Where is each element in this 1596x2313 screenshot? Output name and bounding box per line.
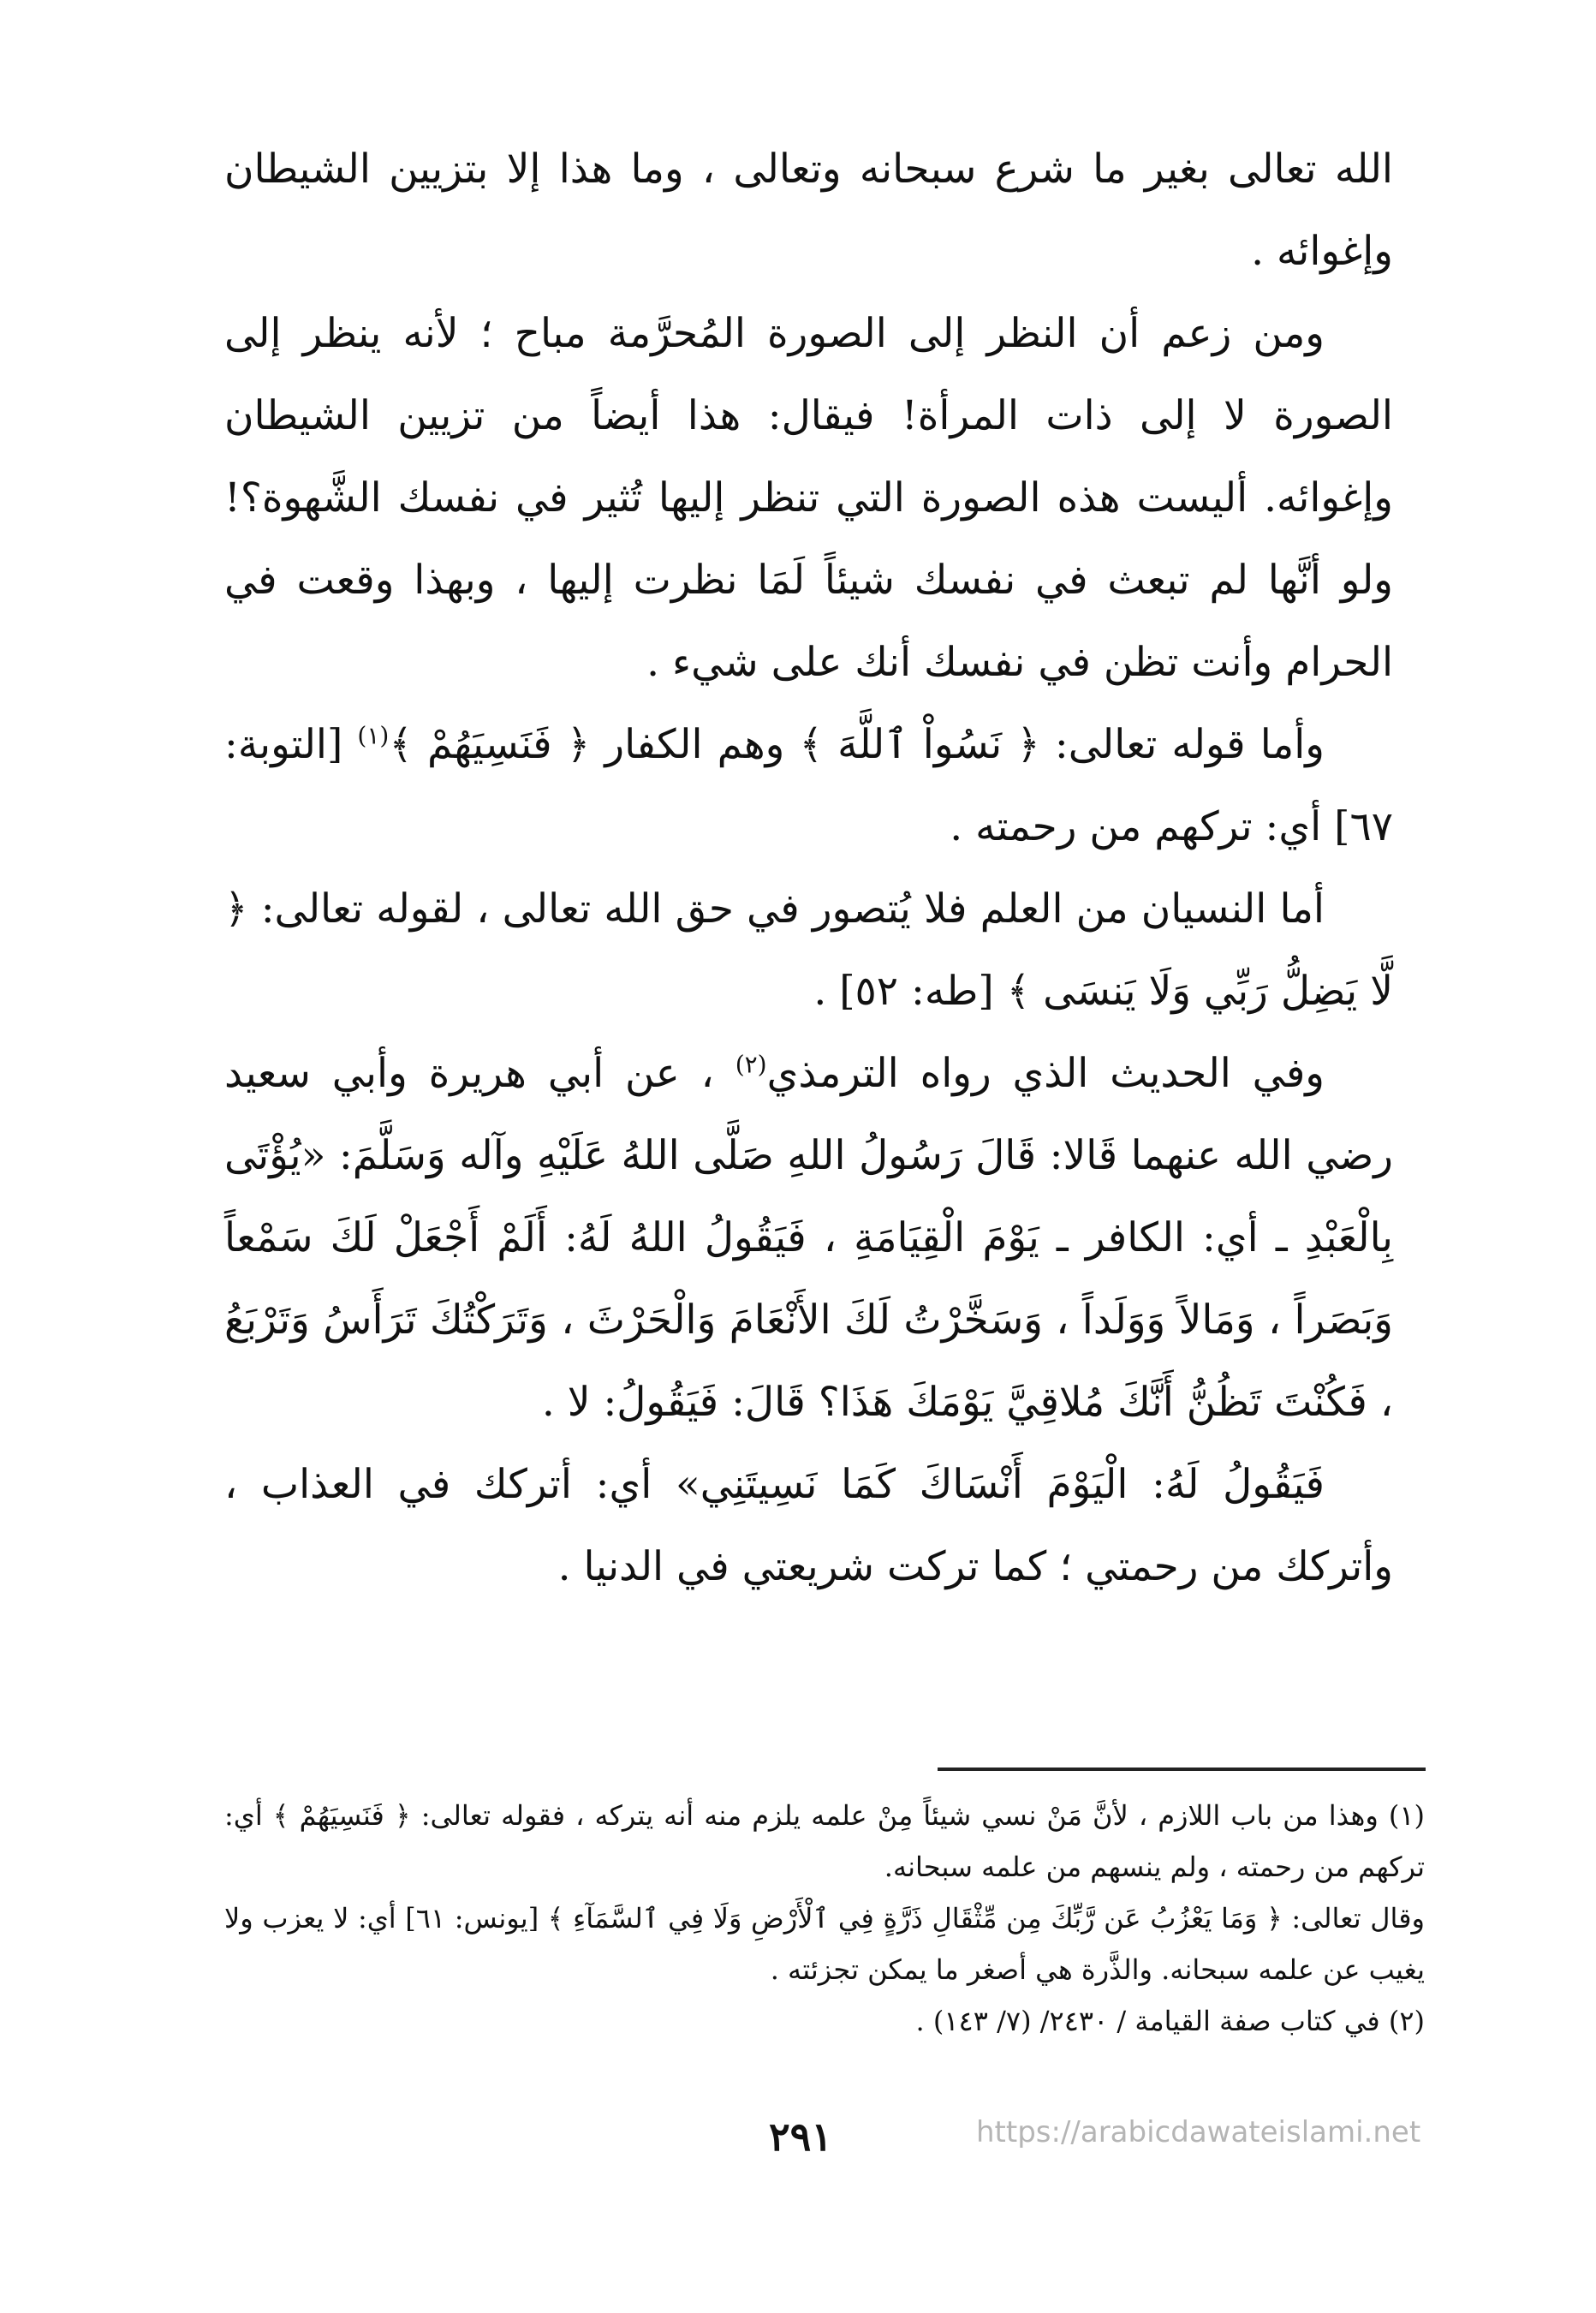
watermark-url: https://arabicdawateislami.net [976,2115,1421,2149]
paragraph-4: أما النسيان من العلم فلا يُتصور في حق الله تعالى ، لقوله تعالى: ﴿ لَّا يَضِلُّ رَبِّي وَلَا يَنسَى ﴾ [طه: ٥٢] . [224,885,1393,1015]
paragraph-1: الله تعالى بغير ما شرع سبحانه وتعالى ، وما هذا إلا بتزيين الشيطان وإغوائه . [224,146,1393,275]
paragraph-3-text: وأما قوله تعالى: ﴿ نَسُواْ ٱللَّهَ ﴾ وهم الكفار ﴿ فَنَسِيَهُمْ ﴾ [389,721,1325,768]
paragraph-5 [224,1033,1393,1444]
footnote-2: (٢) في كتاب صفة القيامة / ٢٤٣٠/ (٧/ ١٤٣) . [915,2005,1425,2037]
paragraph-3 [224,704,1393,868]
paragraph-3-tail: [التوبة: ٦٧] أي: تركهم من رحمته . [224,721,1393,850]
footnotes [224,1790,1425,2047]
footnote-ref-1[interactable]: (١) [357,721,390,750]
paragraph-6: فَيَقُولُ لَهُ: الْيَوْمَ أَنْسَاكَ كَمَا نَسِيتَنِي» أي: أتركك في العذاب ، وأتركك من رحمتي ؛ كما تركت شريعتي في الدنيا . [224,1461,1393,1590]
main-text [224,128,1393,1608]
footnote-1: (١) وهذا من باب اللازم ، لأنَّ مَنْ نسي شيئاً مِنْ علمه يلزم منه أنه يتركه ، فقوله تعالى: ﴿ فَنَسِيَهُمْ ﴾ أي: تركهم من رحمته ، ولم ينسهم من علمه سبحانه. [224,1799,1425,1883]
paragraph-5-head: وفي الحديث الذي رواه الترمذي [766,1050,1325,1097]
page-number: ٢٩١ [768,2113,833,2160]
paragraph-2: ومن زعم أن النظر إلى الصورة المُحرَّمة مباح ؛ لأنه ينظر إلى الصورة لا إلى ذات المرأة! فيقال: هذا أيضاً من تزيين الشيطان وإغوائه. أليست هذه الصورة التي تنظر إليها تُثير في نفسك الشَّهوة؟! ولو أنَّها لم تبعث في نفسك شيئاً لَمَا نظرت إليها ، وبهذا وقعت في الحرام وأنت تظن في نفسك أنك على شيء . [224,310,1393,686]
paragraph-5-tail: ، عن أبي هريرة وأبي سعيد رضي الله عنهما قَالا: قَالَ رَسُولُ اللهِ صَلَّى اللهُ عَلَيْهِ وآله وَسَلَّمَ: «يُؤْتَى بِالْعَبْدِ ـ أي: الكافر ـ يَوْمَ الْقِيَامَةِ ، فَيَقُولُ اللهُ لَهُ: أَلَمْ أَجْعَلْ لَكَ سَمْعاً وَبَصَراً ، وَمَالاً وَوَلَداً ، وَسَخَّرْتُ لَكَ الأَنْعَامَ وَالْحَرْثَ ، وَتَرَكْتُكَ تَرَأَسُ وَتَرْبَعُ ، فَكُنْتَ تَظُنُّ أَنَّكَ مُلاقِيَّ يَوْمَكَ هَذَا؟ قَالَ: فَيَقُولُ: لا . [224,1050,1393,1426]
footnote-1-continued: وقال تعالى: ﴿ وَمَا يَعْزُبُ عَن رَّبِّكَ مِن مِّثْقَالِ ذَرَّةٍ فِي ٱلْأَرْضِ وَلَا فِي ٱلسَّمَآءِ ﴾ [يونس: ٦١] أي: لا يعزب ولا يغيب عن علمه سبحانه. والذَّرة هي أصغر ما يمكن تجزئته . [224,1902,1426,1986]
footnote-ref-2[interactable]: (٢) [735,1050,767,1079]
footnote-separator [938,1768,1426,1771]
